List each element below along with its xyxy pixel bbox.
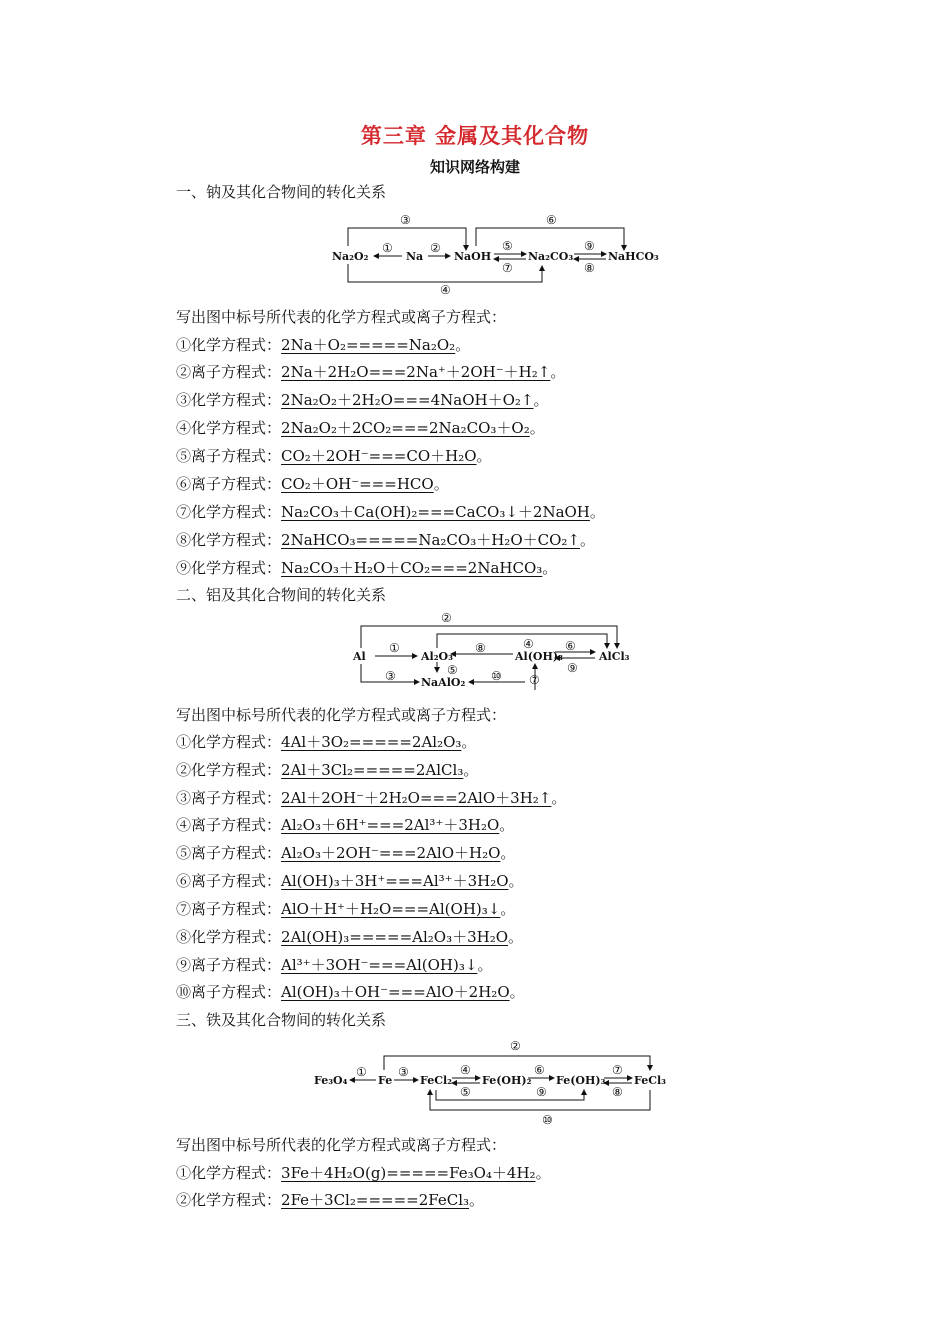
label-feoh3: Fe(OH)₃ bbox=[556, 1074, 606, 1087]
section-heading-iron: 三、铁及其化合物间的转化关系 bbox=[176, 1011, 387, 1029]
label-naalo2: NaAlO₂ bbox=[421, 676, 466, 689]
marker-1: ① bbox=[356, 1065, 367, 1079]
marker-8: ⑧ bbox=[612, 1085, 623, 1099]
marker-10: ⑩ bbox=[542, 1113, 553, 1126]
label-nahco3: NaHCO₃ bbox=[608, 250, 659, 263]
equation-line: ②化学方程式：2Fe＋3Cl₂=====2FeCl₃。 bbox=[176, 1191, 485, 1209]
marker-5: ⑤ bbox=[447, 663, 458, 677]
marker-8: ⑧ bbox=[475, 641, 486, 655]
marker-3: ③ bbox=[385, 669, 396, 683]
label-fe: Fe bbox=[378, 1074, 393, 1087]
equation-line: ⑥离子方程式：CO₂＋OH⁻===HCO。 bbox=[176, 475, 449, 493]
equation-line: ①化学方程式：4Al＋3O₂=====2Al₂O₃。 bbox=[176, 733, 477, 751]
sodium-conversion-diagram bbox=[320, 208, 660, 296]
label-fe3o4: Fe₃O₄ bbox=[314, 1074, 348, 1087]
equation-line: ③化学方程式：2Na₂O₂＋2H₂O===4NaOH＋O₂↑。 bbox=[176, 391, 549, 409]
label-na2o2: Na₂O₂ bbox=[332, 250, 369, 263]
equation-line: ④离子方程式：Al₂O₃＋6H⁺===2Al³⁺＋3H₂O。 bbox=[176, 816, 515, 834]
marker-6: ⑥ bbox=[546, 213, 557, 227]
marker-10: ⑩ bbox=[491, 669, 502, 683]
marker-7: ⑦ bbox=[612, 1063, 623, 1077]
label-feoh2: Fe(OH)₂ bbox=[482, 1074, 532, 1087]
label-aloh3: Al(OH)₃ bbox=[515, 650, 563, 663]
section-heading-aluminum: 二、铝及其化合物间的转化关系 bbox=[176, 586, 387, 604]
marker-1: ① bbox=[382, 241, 393, 255]
aluminum-conversion-diagram bbox=[345, 606, 645, 696]
marker-7: ⑦ bbox=[502, 261, 513, 275]
equation-line: ⑥离子方程式：Al(OH)₃＋3H⁺===Al³⁺＋3H₂O。 bbox=[176, 872, 524, 890]
label-alcl3: AlCl₃ bbox=[599, 650, 630, 663]
equation-line: ⑨离子方程式：Al³⁺＋3OH⁻===Al(OH)₃↓。 bbox=[176, 956, 493, 974]
label-al2o3: Al₂O₃ bbox=[421, 650, 453, 663]
marker-5: ⑤ bbox=[502, 239, 513, 253]
section-heading-sodium: 一、钠及其化合物间的转化关系 bbox=[176, 183, 387, 201]
equation-line: ⑦化学方程式：Na₂CO₃＋Ca(OH)₂===CaCO₃↓＋2NaOH。 bbox=[176, 503, 605, 521]
label-al: Al bbox=[353, 650, 366, 663]
equation-line: ⑧化学方程式：2Al(OH)₃=====Al₂O₃＋3H₂O。 bbox=[176, 928, 524, 946]
label-fecl2: FeCl₂ bbox=[420, 1074, 452, 1087]
page-subtitle: 知识网络构建 bbox=[429, 158, 520, 176]
marker-9: ⑨ bbox=[567, 661, 578, 675]
equation-line: ④化学方程式：2Na₂O₂＋2CO₂===2Na₂CO₃＋O₂。 bbox=[176, 419, 545, 437]
equation-line: ②离子方程式：2Na＋2H₂O===2Na⁺＋2OH⁻＋H₂↑。 bbox=[176, 363, 566, 381]
label-na2co3: Na₂CO₃ bbox=[528, 250, 574, 263]
marker-1: ① bbox=[389, 641, 400, 655]
marker-8: ⑧ bbox=[584, 261, 595, 275]
marker-3: ③ bbox=[398, 1065, 409, 1079]
equation-line: ⑧化学方程式：2NaHCO₃=====Na₂CO₃＋H₂O＋CO₂↑。 bbox=[176, 531, 595, 549]
marker-2: ② bbox=[441, 611, 452, 625]
equation-line: ⑨化学方程式：Na₂CO₃＋H₂O＋CO₂===2NaHCO₃。 bbox=[176, 559, 558, 577]
equation-line: ⑦离子方程式：AlO＋H⁺＋H₂O===Al(OH)₃↓。 bbox=[176, 900, 516, 918]
instruction-iron: 写出图中标号所代表的化学方程式或离子方程式： bbox=[176, 1136, 507, 1154]
marker-7: ⑦ bbox=[529, 673, 540, 687]
equation-line: ③离子方程式：2Al＋2OH⁻＋2H₂O===2AlO＋3H₂↑。 bbox=[176, 789, 567, 807]
equation-line: ⑤离子方程式：Al₂O₃＋2OH⁻===2AlO＋H₂O。 bbox=[176, 844, 516, 862]
marker-3: ③ bbox=[400, 213, 411, 227]
marker-2: ② bbox=[510, 1039, 521, 1053]
iron-conversion-diagram bbox=[310, 1034, 672, 1126]
equation-line: ①化学方程式：3Fe＋4H₂O(g)=====Fe₃O₄＋4H₂。 bbox=[176, 1164, 551, 1182]
marker-9: ⑨ bbox=[536, 1085, 547, 1099]
page-title: 第三章 金属及其化合物 bbox=[360, 124, 590, 148]
equation-line: ①化学方程式：2Na＋O₂=====Na₂O₂。 bbox=[176, 336, 471, 354]
equation-line: ②化学方程式：2Al＋3Cl₂=====2AlCl₃。 bbox=[176, 761, 479, 779]
equation-line: ⑤离子方程式：CO₂＋2OH⁻===CO＋H₂O。 bbox=[176, 447, 492, 465]
label-na: Na bbox=[406, 250, 424, 263]
marker-5: ⑤ bbox=[460, 1085, 471, 1099]
marker-4: ④ bbox=[440, 283, 451, 296]
label-naoh: NaOH bbox=[454, 250, 492, 263]
instruction-sodium: 写出图中标号所代表的化学方程式或离子方程式： bbox=[176, 308, 507, 326]
marker-4: ④ bbox=[460, 1063, 471, 1077]
equation-line: ⑩离子方程式：Al(OH)₃＋OH⁻===AlO＋2H₂O。 bbox=[176, 983, 525, 1001]
marker-2: ② bbox=[430, 241, 441, 255]
label-fecl3: FeCl₃ bbox=[634, 1074, 666, 1087]
marker-4: ④ bbox=[523, 637, 534, 651]
instruction-aluminum: 写出图中标号所代表的化学方程式或离子方程式： bbox=[176, 706, 507, 724]
marker-9: ⑨ bbox=[584, 239, 595, 253]
marker-6: ⑥ bbox=[534, 1063, 545, 1077]
marker-6: ⑥ bbox=[565, 639, 576, 653]
